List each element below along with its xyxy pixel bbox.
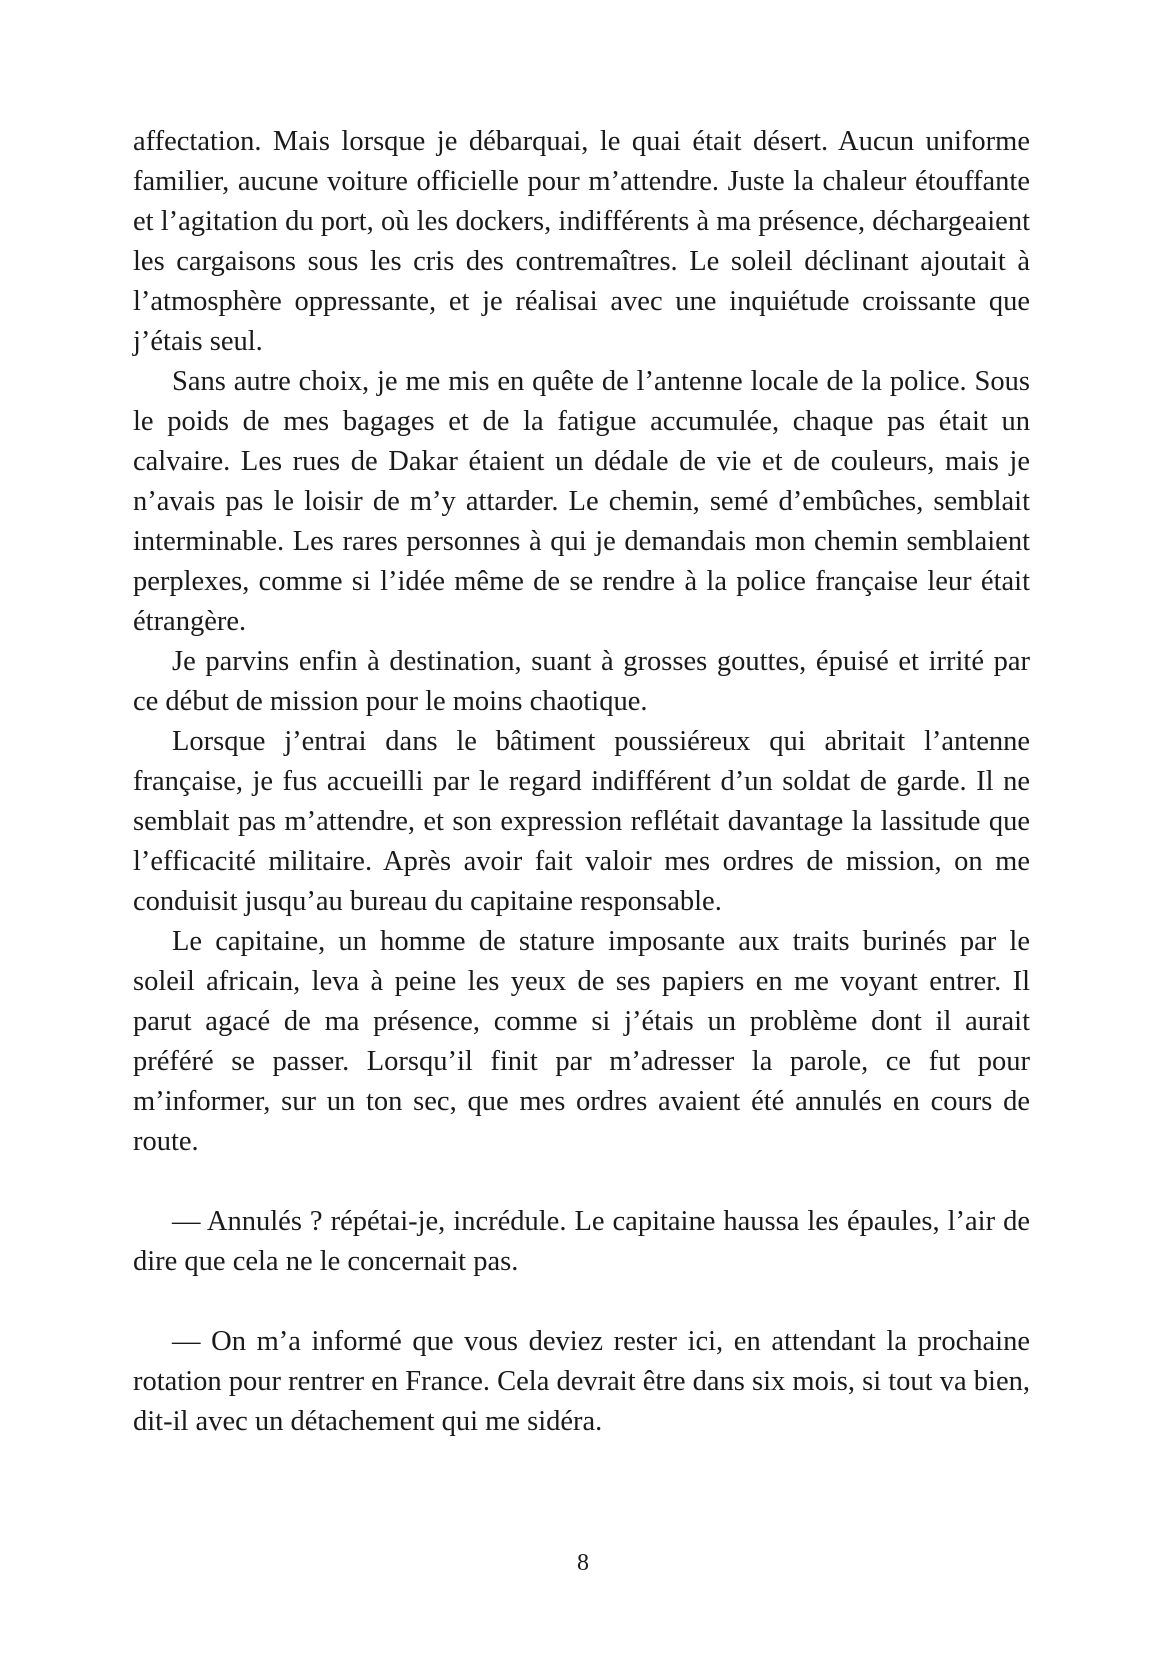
paragraph: Je parvins enfin à destination, suant à grosses gouttes, épuisé et irrité par ce début de mission pour le moins chaotique.: [133, 646, 1030, 717]
dialogue-paragraph: — On m’a informé que vous deviez rester ici, en attendant la prochaine rotation pour rentrer en France. Cela devrait être dans six mois, si tout va bien, dit-il avec un détachement qui me sidéra.: [133, 1326, 1030, 1437]
paragraph: Lorsque j’entrai dans le bâtiment poussiéreux qui abritait l’antenne française, je fus accueilli par le regard indifférent d’un soldat de garde. Il ne semblait pas m’attendre, et son expression reflétait davantage la lassitude que l’efficacité militaire. Après avoir fait valoir mes ordres de mission, on me conduisit jusqu’au bureau du capitaine responsable.: [133, 726, 1030, 917]
paragraph: Le capitaine, un homme de stature imposante aux traits burinés par le soleil africain, leva à peine les yeux de ses papiers en me voyant entrer. Il parut agacé de ma présence, comme si j’étais un problème dont il aurait préféré se passer. Lorsqu’il finit par m’adresser la parole, ce fut pour m’informer, sur un ton sec, que mes ordres avaient été annulés en cours de route.: [133, 926, 1030, 1157]
page-number: 8: [577, 1550, 589, 1576]
paragraph-continuation: affectation. Mais lorsque je débarquai, le quai était désert. Aucun uniforme familier, aucune voiture officielle pour m’attendre. Juste la chaleur étouffante et l’agitation du port, où les dockers, indifférents à ma présence, déchargeaient les cargaisons sous les cris des contremaîtres. Le soleil déclinant ajoutait à l’atmosphère oppressante, et je réalisai avec une inquiétude croissante que j’étais seul.: [133, 126, 1030, 357]
body-text: [133, 122, 1030, 1442]
paragraph: Sans autre choix, je me mis en quête de l’antenne locale de la police. Sous le poids de mes bagages et de la fatigue accumulée, chaque pas était un calvaire. Les rues de Dakar étaient un dédale de vie et de couleurs, mais je n’avais pas le loisir de m’y attarder. Le chemin, semé d’embûches, semblait interminable. Les rares personnes à qui je demandais mon chemin semblaient perplexes, comme si l’idée même de se rendre à la police française leur était étrangère.: [133, 366, 1030, 637]
dialogue-paragraph: — Annulés ? répétai-je, incrédule. Le capitaine haussa les épaules, l’air de dire que cela ne le concernait pas.: [133, 1206, 1030, 1277]
